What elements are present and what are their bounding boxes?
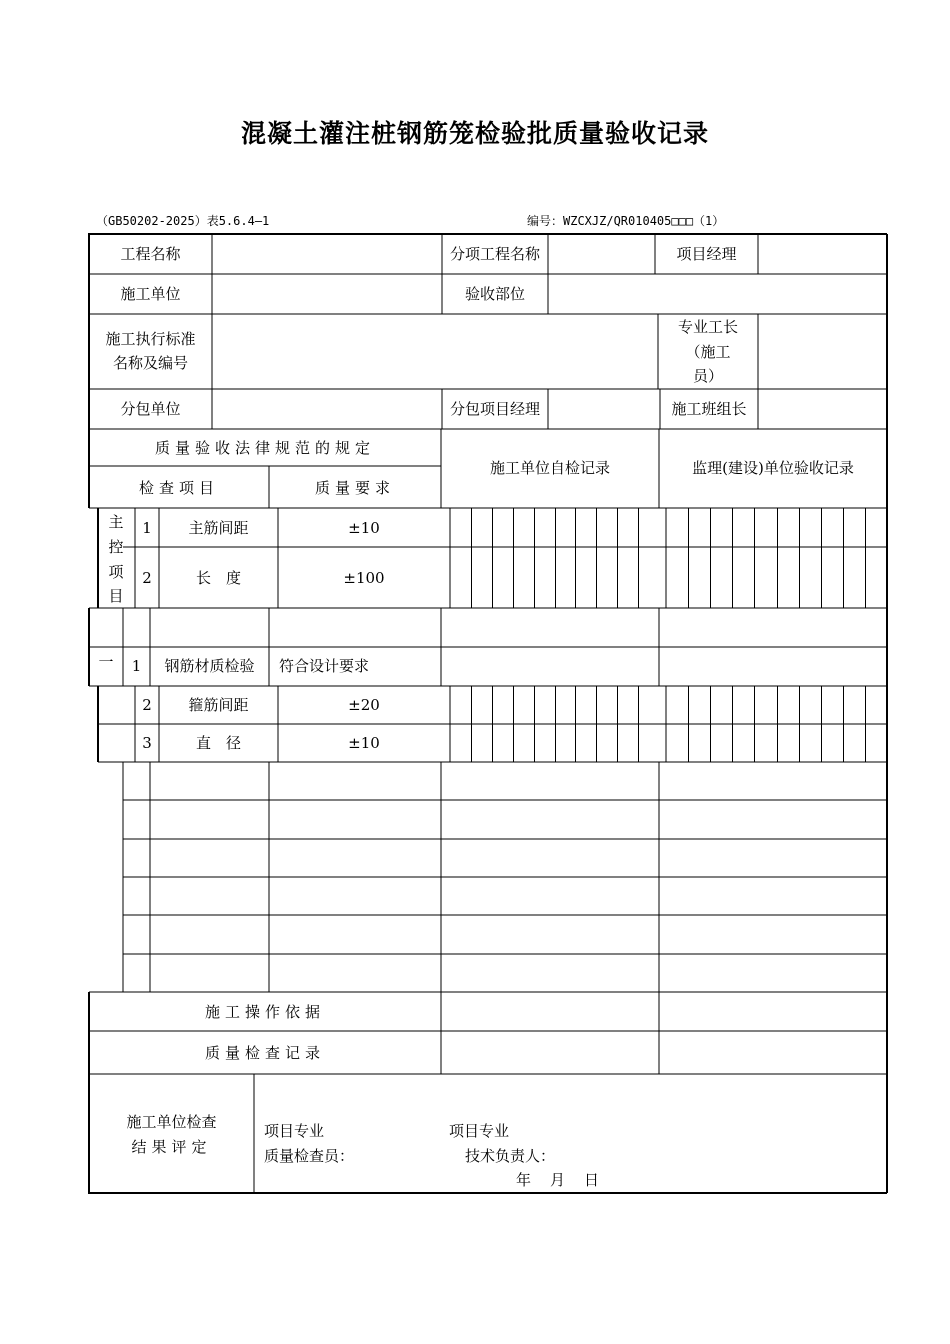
general-item-requirement: ±20 [348, 696, 380, 714]
main-item-number: 1 [142, 519, 152, 537]
general-group-label: 一 [98, 653, 114, 671]
general-item-number: 1 [131, 657, 142, 675]
check-item-header: 检查项目 [138, 479, 219, 497]
sub-project-name-label: 分项工程名称 [449, 245, 540, 263]
acceptance-part-label: 验收部位 [464, 285, 525, 303]
main-item-name: 主筋间距 [188, 519, 249, 537]
inspector-label-line2: 质量检查员： [264, 1147, 355, 1165]
form-reference: （GB50202-2025）表5.6.4—1 [96, 214, 270, 228]
main-item-name: 长 度 [195, 569, 241, 587]
evaluation-label-line1: 施工单位检查 [126, 1113, 217, 1131]
tech-lead-label-line1: 项目专业 [449, 1122, 510, 1140]
self-check-header: 施工单位自检记录 [489, 459, 610, 477]
quality-record-label: 质量检查记录 [204, 1044, 325, 1062]
foreman-label-line2: （施工 [685, 343, 731, 361]
inspector-label-line1: 项目专业 [264, 1122, 325, 1140]
main-item-requirement: ±100 [343, 569, 385, 587]
date-label: 年 月 日 [516, 1171, 602, 1189]
contractor-label: 施工单位 [120, 285, 181, 303]
general-item-number: 2 [142, 696, 152, 714]
project-name-label: 工程名称 [120, 245, 181, 263]
general-item-requirement: 符合设计要求 [279, 657, 370, 675]
main-item-requirement: ±10 [348, 519, 380, 537]
tech-lead-label-line2: 技术负责人： [465, 1147, 556, 1165]
team-leader-label: 施工班组长 [671, 400, 747, 418]
project-manager-label: 项目经理 [676, 245, 737, 263]
requirement-header: 质量要求 [314, 479, 395, 497]
general-item-name: 直 径 [195, 734, 241, 752]
foreman-label-line1: 专业工长 [677, 318, 738, 336]
main-control-label-char: 目 [108, 587, 124, 605]
foreman-label-line3: 员） [692, 367, 723, 385]
form-code: 编号：WZCXJZ/QR010405□□□（1） [527, 214, 725, 228]
evaluation-label-line2: 结果评定 [131, 1138, 212, 1156]
subcontractor-label: 分包单位 [120, 400, 181, 418]
page-title: 混凝土灌注桩钢筋笼检验批质量验收记录 [240, 119, 709, 148]
main-control-label-char: 项 [108, 563, 124, 581]
general-item-name: 钢筋材质检验 [164, 657, 255, 675]
standard-label-line2: 名称及编号 [112, 354, 188, 372]
general-item-number: 3 [142, 734, 152, 752]
general-item-requirement: ±10 [348, 734, 380, 752]
main-control-label-char: 主 [108, 513, 124, 531]
main-item-number: 2 [142, 569, 152, 587]
general-item-name: 箍筋间距 [188, 696, 249, 714]
operation-basis-label: 施工操作依据 [204, 1003, 325, 1021]
regulation-header: 质量验收法律规范的规定 [154, 439, 375, 457]
supervision-header: 监理(建设)单位验收记录 [692, 459, 854, 477]
main-control-label-char: 控 [108, 538, 124, 556]
sub-manager-label: 分包项目经理 [449, 400, 540, 418]
standard-label-line1: 施工执行标准 [105, 330, 196, 348]
